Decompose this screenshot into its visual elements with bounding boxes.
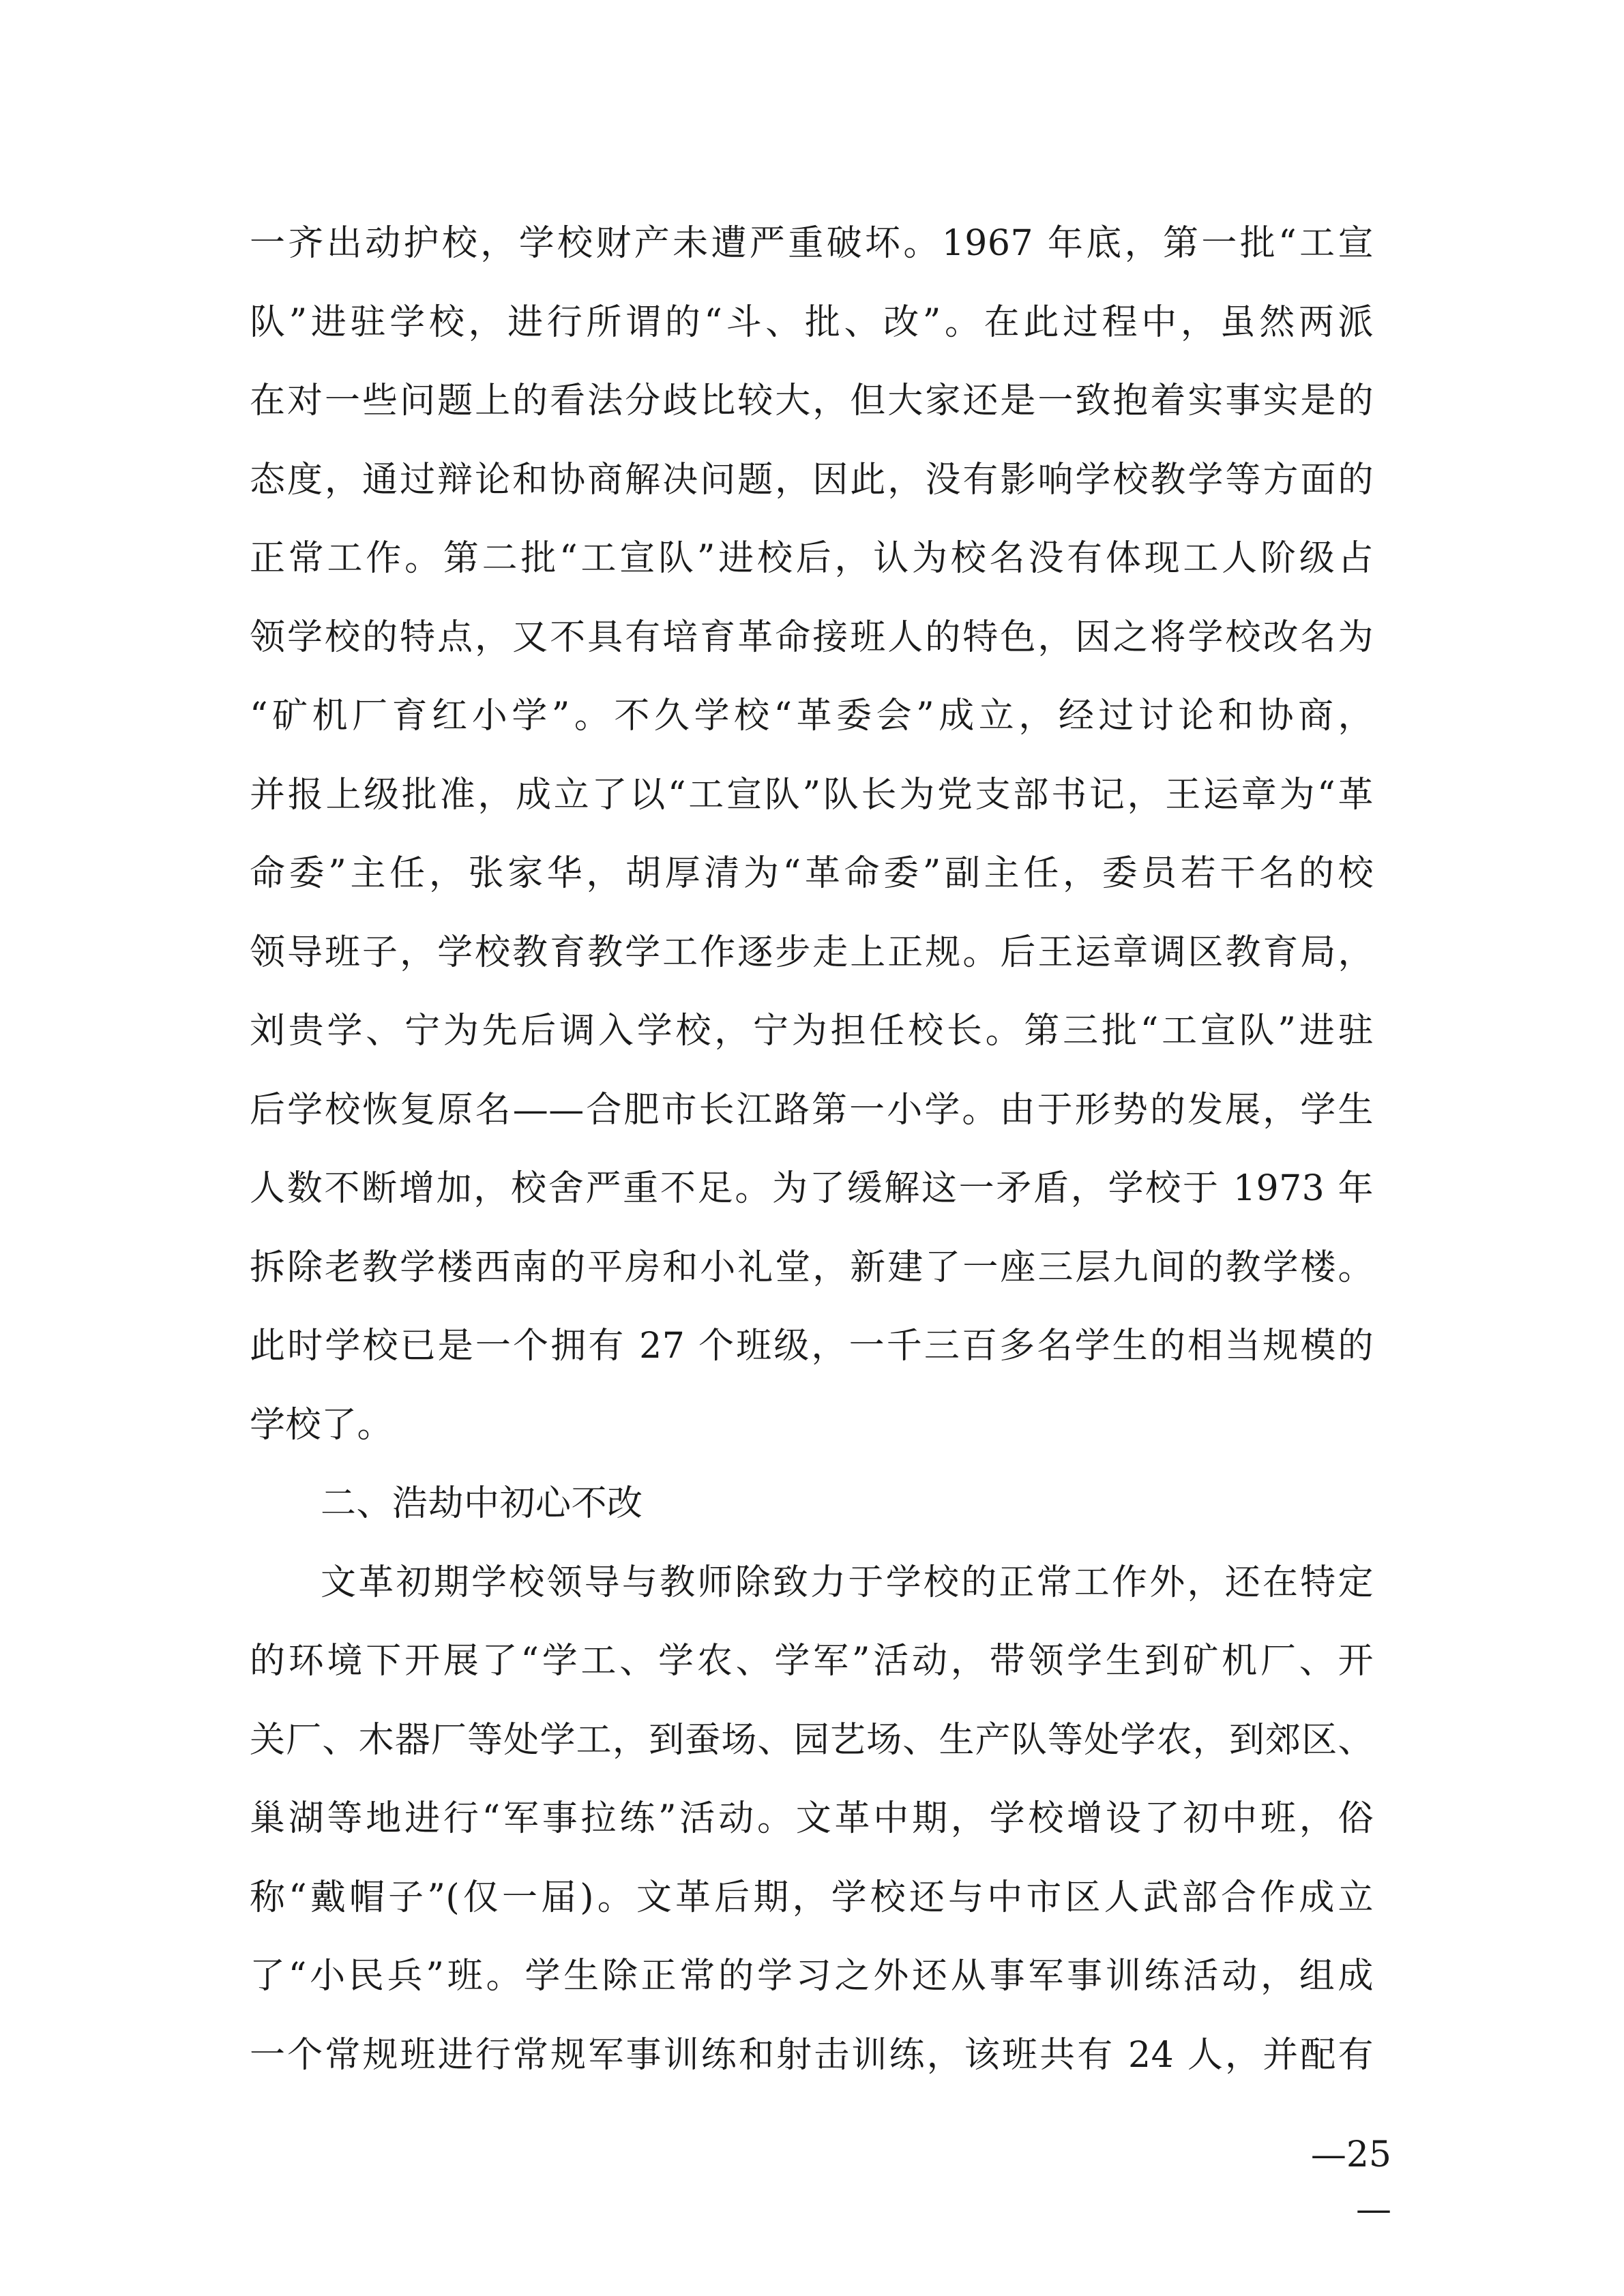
text-line: 命委”主任，张家华，胡厚清为“革命委”副主任，委员若干名的校 [250, 853, 1374, 894]
text-line: 在对一些问题上的看法分歧比较大，但大家还是一致抱着实事实是的 [250, 381, 1374, 421]
text-line: 文革初期学校领导与教师除致力于学校的正常工作外，还在特定 [321, 1562, 1374, 1603]
text-line: 一个常规班进行常规军事训练和射击训练，该班共有 24 人，并配有 [250, 2034, 1374, 2076]
page-number: —25— [1310, 2134, 1391, 2230]
text-line: 队”进驻学校，进行所谓的“斗、批、改”。在此过程中，虽然两派 [250, 301, 1374, 343]
section-heading: 二、浩劫中初心不改 [321, 1483, 643, 1524]
text-line: 态度，通过辩论和协商解决问题，因此，没有影响学校教学等方面的 [250, 459, 1374, 501]
text-line: 巢湖等地进行“军事拉练”活动。文革中期，学校增设了初中班，俗 [250, 1798, 1374, 1839]
text-line: 称“戴帽子”(仅一届)。文革后期，学校还与中市区人武部合作成立 [250, 1877, 1374, 1918]
body-text [250, 205, 1374, 2095]
text-line: 人数不断增加，校舍严重不足。为了缓解这一矛盾，学校于 1973 年 [250, 1168, 1374, 1209]
text-line: 刘贵学、宁为先后调入学校，宁为担任校长。第三批“工宣队”进驻 [250, 1011, 1374, 1052]
text-line: 后学校恢复原名——合肥市长江路第一小学。由于形势的发展，学生 [250, 1089, 1374, 1131]
text-line: 一齐出动护校，学校财产未遭严重破坏。1967 年底，第一批“工宣 [250, 223, 1374, 264]
text-line: 此时学校已是一个拥有 27 个班级，一千三百多名学生的相当规模的 [250, 1326, 1374, 1367]
text-line: 领学校的特点，又不具有培育革命接班人的特色，因之将学校改名为 [250, 616, 1374, 658]
text-line: 了“小民兵”班。学生除正常的学习之外还从事军事训练活动，组成 [250, 1956, 1374, 1997]
text-line: 正常工作。第二批“工宣队”进校后，认为校名没有体现工人阶级占 [250, 538, 1374, 579]
text-line: 关厂、木器厂等处学工，到蚕场、园艺场、生产队等处学农，到郊区、 [250, 1719, 1374, 1761]
text-line: “矿机厂育红小学”。不久学校“革委会”成立，经过讨论和协商， [250, 696, 1374, 736]
text-line: 领导班子，学校教育教学工作逐步走上正规。后王运章调区教育局， [250, 931, 1374, 973]
text-line: 的环境下开展了“学工、学农、学军”活动，带领学生到矿机厂、开 [250, 1641, 1374, 1682]
text-line: 学校了。 [250, 1404, 394, 1446]
text-line: 并报上级批准，成立了以“工宣队”队长为党支部书记，王运章为“革 [250, 774, 1374, 816]
text-line: 拆除老教学楼西南的平房和小礼堂，新建了一座三层九间的教学楼。 [250, 1247, 1374, 1288]
